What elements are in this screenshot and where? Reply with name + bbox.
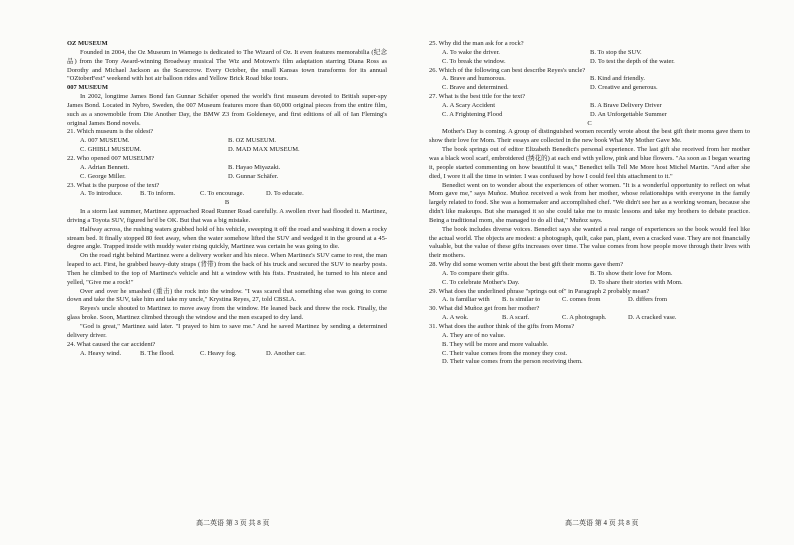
option: A. Adrian Bennett. xyxy=(80,163,130,171)
left-column xyxy=(67,40,387,358)
option: B. A scarf. xyxy=(502,314,530,322)
question-24: 24. What caused the car accident? xyxy=(67,340,156,348)
option: A. 007 MUSEUM. xyxy=(80,137,130,145)
option: A. A wok. xyxy=(442,314,469,322)
option: D. Another car. xyxy=(266,349,306,357)
question-26-options xyxy=(429,75,750,93)
question-29-options xyxy=(429,296,750,305)
option: D. To test the depth of the water. xyxy=(590,57,675,65)
option: B. To inform. xyxy=(140,190,176,198)
right-column xyxy=(429,40,750,367)
option: D. Gunnar Schäfer. xyxy=(228,172,279,180)
passage-c-paragraph: The book includes diverse voices. Benedict says she wanted a real range of experiences so the book would feel like the actual world. The objects are modest: a photograph, quilt, cake pan, plant, even a cracked vase. They are not financially valuable, but the value of these gifts increases over time. The value comes from how people move through their lives with their mothers. xyxy=(429,225,750,260)
page-footer-right: 高二英语 第 4 页 共 8 页 xyxy=(565,519,639,527)
option: D. An Unforgettable Summer xyxy=(590,110,667,118)
question-26: 26. Which of the following can best describe Reyes's uncle? xyxy=(429,66,586,74)
option: A. They are of no value. xyxy=(442,331,506,339)
question-27-options xyxy=(429,102,750,120)
section-c-label: C xyxy=(587,119,592,127)
passage-c-paragraph: Benedict went on to wonder about the experiences of other women. "It is a wonderful opportunity to reflect on what Mom gave me," says Muñoz. Muñoz received a wok from her mother, whose relationships with everyone in the family largely related to food. She was a homemaker and accomplished chef. "We didn't see her as a working woman, because she didn't like makeups. But she managed it so she could take me to music lessons and take my brothers to debate practice. Being a traditional mom, she managed to do all that," Muñoz says. xyxy=(429,181,750,224)
bond-museum-paragraph: In 2002, longtime James Bond fan Gunnar Schäfer opened the world's first museum devoted to British super-spy James Bond. Located in Nybro, Sweden, the 007 Museum features more than 60,000 original pieces from the entire film, such as a snowmobile from Die Another Day, the BMW Z3 from Goldeneye, and first editions of all of Ian Fleming's original James Bond novels. xyxy=(67,93,387,127)
passage-b-paragraph: In a storm last summer, Martinez approached Road Runner Road carefully. A swollen river had flooded it. Martinez, driving a Toyota SUV, figured he'd be OK. But that was a big mistake. xyxy=(67,208,387,224)
option: C. Brave and determined. xyxy=(442,84,509,92)
question-30: 30. What did Muñoz get from her mother? xyxy=(429,305,540,313)
question-25: 25. Why did the man ask for a rock? xyxy=(429,40,524,47)
option: D. A cracked vase. xyxy=(628,314,677,322)
option: A. Heavy wind. xyxy=(80,349,122,357)
question-28: 28. Why did some women write about the best gift their moms gave them? xyxy=(429,261,624,269)
question-24-options xyxy=(67,350,387,359)
option: A. To introduce. xyxy=(80,190,123,198)
option: A. Brave and humorous. xyxy=(442,75,506,83)
option: C. GHIBLI MUSEUM. xyxy=(80,146,142,154)
passage-c-paragraph: Mother's Day is coming. A group of distinguished women recently wrote about the best gift their moms gave them to show their love for Mom. Their essays are collected in the new book What My Mother Gave Me. xyxy=(429,128,750,145)
option: C. Heavy fog. xyxy=(200,349,237,357)
option: D. MAD MAX MUSEUM. xyxy=(228,146,300,154)
option: C. comes from xyxy=(562,296,601,304)
question-27: 27. What is the best title for the text? xyxy=(429,93,526,101)
question-22: 22. Who opened 007 MUSEUM? xyxy=(67,154,155,162)
option: C. A Frightening Flood xyxy=(442,110,503,118)
option: A. A Scary Accident xyxy=(442,101,496,109)
option: C. George Miller. xyxy=(80,172,126,180)
passage-b-paragraph: On the road right behind Martinez were a delivery worker and his niece. When Martinez's SUV came to rest, the man leaped to act. First, he grabbed heavy-duty straps (背带) from the back of his truck and secured the SUV to nearby posts. Then he climbed to the top of Martinez's vehicle and hit a window with his fists. Frustrated, he turned to his niece and yelled, "Give me a rock!" xyxy=(67,252,387,286)
option: B. To stop the SUV. xyxy=(590,48,642,56)
question-28-options xyxy=(429,270,750,288)
passage-b-paragraph: Halfway across, the rushing waters grabbed hold of his vehicle, sweeping it off the road and washing it down a rocky stream bed. It finally stopped 80 feet away, when the water somehow lifted the SUV and wedged it in the ground at a 45-degree angle. Trapped inside with muddy water rising quickly, Martinez was certain he was going to die. xyxy=(67,225,387,251)
question-21: 21. Which museum is the oldest? xyxy=(67,128,154,136)
option: A. is familiar with xyxy=(442,296,490,304)
option: A. To compare their gifts. xyxy=(442,269,509,277)
question-23: 23. What is the purpose of the text? xyxy=(67,181,160,189)
oz-museum-heading: OZ MUSEUM xyxy=(67,40,108,47)
passage-b-paragraph: Reyes's uncle shouted to Martinez to move away from the window. He leaned back and threw the rock. Finally, the glass broke. Soon, Martinez climbed through the window and the men escaped to dry land. xyxy=(67,305,387,322)
option: B. Hayao Miyazaki. xyxy=(228,163,281,171)
option: A. To wake the driver. xyxy=(442,48,500,56)
option: D. Their value comes from the person receiving them. xyxy=(442,358,583,366)
option: D. differs from xyxy=(628,296,668,304)
option: D. To educate. xyxy=(266,190,304,198)
question-31: 31. What does the author think of the gifts from Moms? xyxy=(429,323,575,330)
option: C. Their value comes from the money they cost. xyxy=(442,349,568,357)
option: B. The flood. xyxy=(140,349,175,357)
passage-b-paragraph: Over and over he smashed (重击) the rock into the window. "I was scared that something else was going to come down and take the SUV, take him and take my uncle," Krystina Reyes, 27, told CBSLA. xyxy=(67,287,387,304)
bond-museum-heading: 007 MUSEUM xyxy=(67,84,108,92)
option: B. is similar to xyxy=(502,296,541,304)
question-31-options xyxy=(429,332,750,367)
option: B. To show their love for Mom. xyxy=(590,269,673,277)
question-25-options xyxy=(429,49,750,67)
option: D. To share their stories with Mom. xyxy=(590,278,683,286)
passage-b-paragraph: "God is great," Martinez said later. "I prayed to him to save me." And he saved Martinez by sending a determined delivery driver. xyxy=(67,323,387,339)
section-b-label: B xyxy=(224,199,230,207)
question-22-options xyxy=(67,164,387,182)
option: B. They will be more and more valuable. xyxy=(442,340,549,348)
page-footer-left: 高二英语 第 3 页 共 8 页 xyxy=(196,519,270,527)
question-23-options xyxy=(67,190,387,199)
passage-c-paragraph: The book springs out of editor Elizabeth Benedict's personal experience. The last gift she received from her mother was a black wool scarf, embroidered (绣花的) at each end with yellow, pink and blue flowers. "As soon as I began wearing it, people started commenting on how beautiful it was," Benedict tells Tell Me More host Michel Martin. "And after she died, I wore it all the time in winter. I was confused by how I could feel this attachment to it." xyxy=(429,146,750,180)
option: B. Kind and friendly. xyxy=(590,75,645,83)
option: C. To encourage. xyxy=(200,190,245,198)
option: B. A Brave Delivery Driver xyxy=(590,101,662,109)
question-29: 29. What does the underlined phrase "springs out of" in Paragraph 2 probably mean? xyxy=(429,287,650,295)
option: C. A photograph. xyxy=(562,314,607,322)
option: B. OZ MUSEUM. xyxy=(228,137,277,145)
option: C. To celebrate Mother's Day. xyxy=(442,278,520,286)
oz-museum-paragraph: Founded in 2004, the Oz Museum in Wamego is dedicated to The Wizard of Oz. It even features memorabilia (纪念品) from the Tony Award-winning Broadway musical The Wiz and Motown's film adaptation starring Diana Ross as Dorothy and Michael Jackson as the Scarecrow. Every October, the small Kansas town transforms for its annual "OZtoberFest" weekend with hot air balloon rides and Yellow Brick Road bike tours. xyxy=(67,48,387,83)
option: D. Creative and generous. xyxy=(590,84,658,92)
option: C. To break the window. xyxy=(442,57,506,65)
question-30-options xyxy=(429,314,750,323)
question-21-options xyxy=(67,137,387,155)
